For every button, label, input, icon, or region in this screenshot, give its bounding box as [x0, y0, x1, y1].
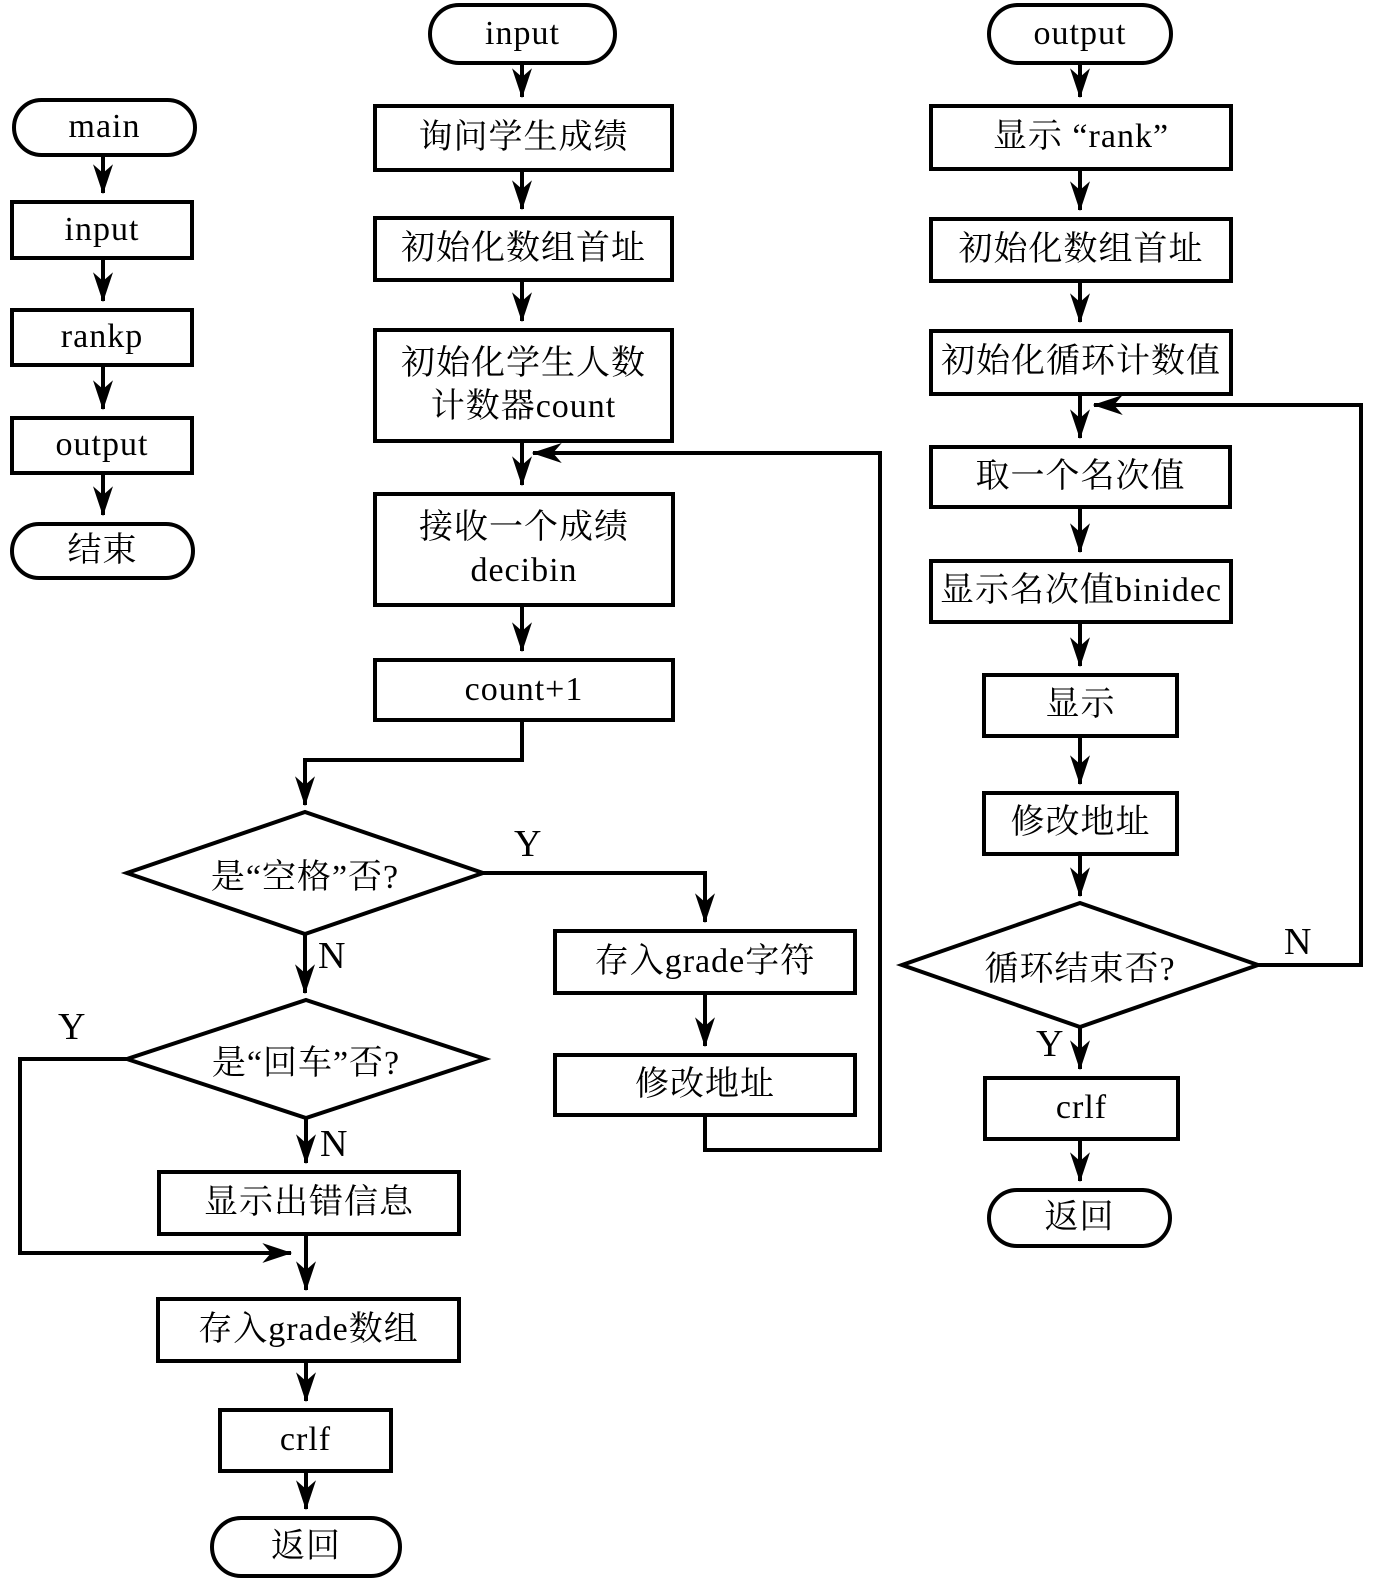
process-init-student-count — [373, 328, 674, 443]
terminal-main-end — [10, 522, 195, 580]
decision-enter-check-label: 是“回车”否? — [211, 1044, 401, 1082]
branch-label-loop-no: N — [1284, 921, 1312, 963]
process-show-error — [157, 1170, 461, 1236]
terminal-main-start-label: main — [68, 108, 141, 146]
process-init-array-addr-output — [929, 217, 1233, 283]
init-student-count-line1: 初始化学生人数 — [401, 345, 646, 382]
arrow-spacecheck-yes-to-storechar — [483, 873, 705, 922]
process-call-output-label: output — [55, 426, 149, 464]
process-call-output — [10, 416, 194, 475]
terminal-input-start — [428, 3, 617, 65]
branch-label-space-yes: Y — [514, 823, 542, 865]
process-init-array-addr — [373, 216, 674, 282]
terminal-output-start-label: output — [1033, 14, 1127, 52]
process-show-rank-binidec-label: 显示名次值binidec — [939, 572, 1223, 610]
process-modify-addr-output — [982, 791, 1179, 856]
process-call-input — [10, 200, 194, 260]
process-receive-score-label — [419, 507, 629, 592]
receive-score-line1: 接收一个成绩 — [419, 509, 629, 546]
process-crlf-input — [218, 1408, 393, 1473]
process-call-rankp — [10, 308, 194, 367]
process-modify-addr-input-label: 修改地址 — [635, 1065, 775, 1103]
process-show-rank-binidec — [929, 559, 1233, 624]
process-ask-score — [373, 104, 674, 172]
branch-label-space-no: N — [318, 935, 346, 977]
init-student-count-line2: 计数器count — [430, 387, 617, 425]
receive-score-line2: decibin — [470, 551, 578, 589]
terminal-input-start-label: input — [485, 14, 560, 52]
process-modify-addr-input — [553, 1053, 857, 1117]
process-show-error-label: 显示出错信息 — [204, 1183, 414, 1221]
branch-label-enter-no: N — [320, 1123, 348, 1165]
process-init-student-count-label — [401, 343, 646, 428]
terminal-output-start — [987, 3, 1173, 65]
process-init-loop-counter-label: 初始化循环计数值 — [941, 343, 1221, 381]
decision-loop-check-label: 循环结束否? — [984, 950, 1176, 988]
process-store-grade-char-label: 存入grade字符 — [594, 942, 816, 980]
terminal-input-return-label: 返回 — [271, 1527, 341, 1565]
process-store-grade-array-label: 存入grade数组 — [198, 1310, 419, 1348]
process-init-loop-counter — [929, 329, 1233, 396]
process-crlf-input-label: crlf — [279, 1421, 332, 1459]
process-init-array-addr-label: 初始化数组首址 — [401, 229, 646, 267]
process-count-increment-label: count+1 — [464, 670, 584, 708]
process-show — [982, 673, 1179, 738]
process-crlf-output — [983, 1076, 1180, 1141]
branch-label-enter-yes: Y — [58, 1006, 86, 1048]
process-store-grade-char — [553, 929, 857, 995]
process-store-grade-array — [156, 1297, 461, 1363]
process-count-increment — [373, 658, 675, 722]
process-call-input-label: input — [64, 210, 140, 248]
process-get-rank-value-label: 取一个名次值 — [975, 457, 1186, 495]
process-show-rank — [929, 104, 1233, 171]
terminal-output-return — [987, 1188, 1172, 1248]
arrow-countinc-to-spacecheck — [305, 722, 522, 805]
decision-space-check-label: 是“空格”否? — [210, 858, 400, 896]
terminal-input-return — [210, 1516, 402, 1578]
terminal-main-end-label: 结束 — [67, 531, 138, 569]
process-show-label: 显示 — [1045, 686, 1116, 724]
process-call-rankp-label: rankp — [60, 318, 144, 356]
branch-label-loop-yes: Y — [1036, 1023, 1064, 1065]
process-init-array-addr-output-label: 初始化数组首址 — [958, 230, 1204, 268]
terminal-main-start — [12, 98, 197, 157]
terminal-output-return-label: 返回 — [1044, 1198, 1115, 1236]
process-crlf-output-label: crlf — [1055, 1089, 1108, 1127]
process-show-rank-label: 显示 “rank” — [992, 118, 1170, 156]
process-receive-score — [373, 492, 675, 607]
process-ask-score-label: 询问学生成绩 — [418, 118, 629, 156]
process-get-rank-value — [929, 445, 1232, 509]
process-modify-addr-output-label: 修改地址 — [1010, 804, 1151, 842]
